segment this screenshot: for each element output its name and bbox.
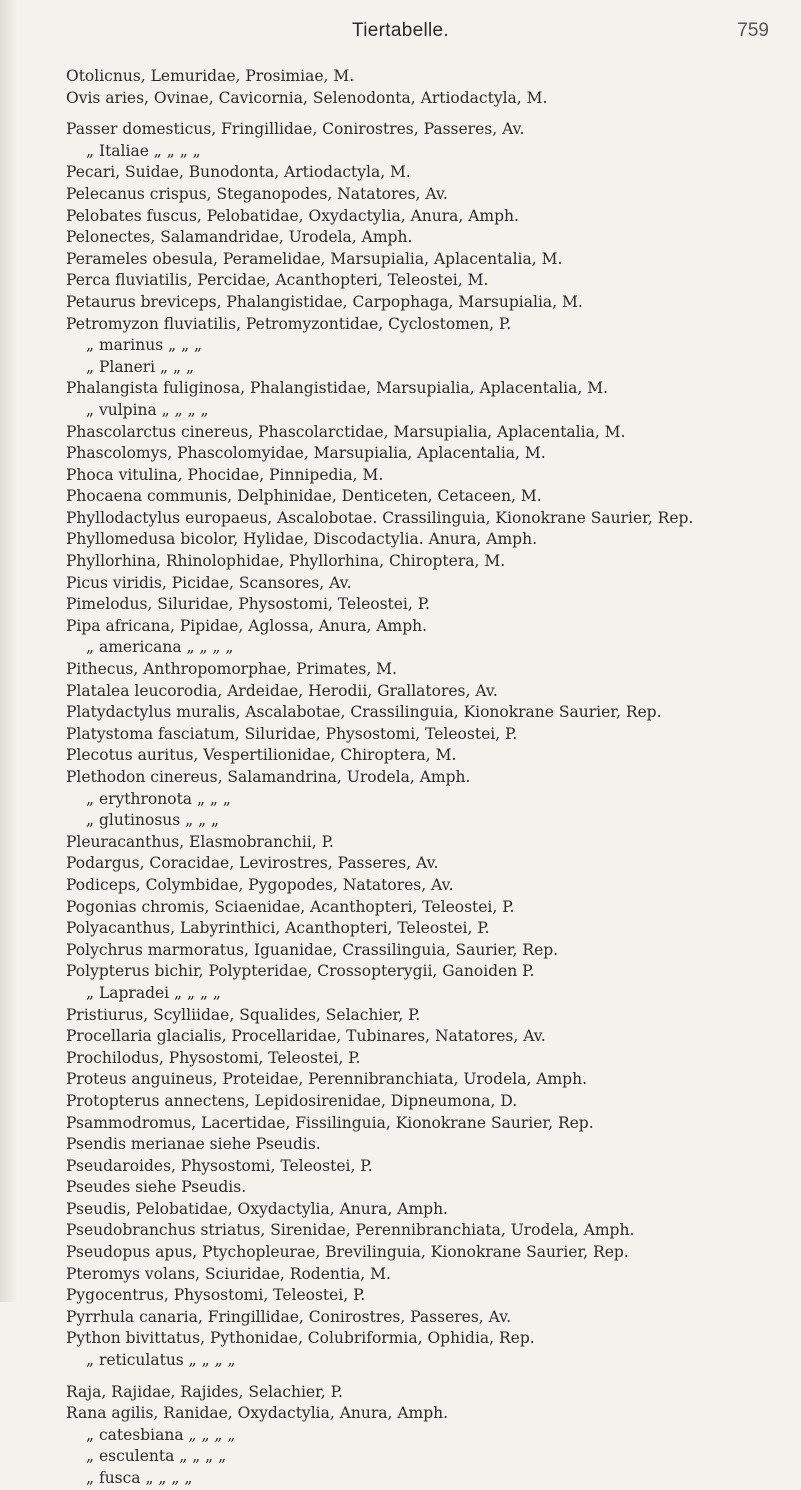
table-entry: Pleuracanthus, Elasmobranchii, P. bbox=[66, 832, 334, 851]
table-entry-continuation: „ Italiae „ „ „ „ bbox=[86, 141, 201, 160]
table-entry: Pecari, Suidae, Bunodonta, Artiodactyla, M. bbox=[66, 163, 411, 182]
table-entry: Podiceps, Colymbidae, Pygopodes, Natatores, Av. bbox=[66, 875, 454, 894]
table-entry-continuation: „ marinus „ „ „ bbox=[86, 336, 203, 355]
table-entry: Otolicnus, Lemuridae, Prosimiae, M. bbox=[66, 67, 355, 85]
table-entry: Pelobates fuscus, Pelobatidae, Oxydactylia, Anura, Amph. bbox=[66, 206, 519, 225]
table-entry: Platystoma fasciatum, Siluridae, Physostomi, Teleostei, P. bbox=[66, 724, 518, 743]
table-entry: Pseudopus apus, Ptychopleurae, Brevilinguia, Kionokrane Saurier, Rep. bbox=[66, 1243, 629, 1262]
table-entry: Podargus, Coracidae, Levirostres, Passeres, Av. bbox=[66, 854, 439, 873]
table-entry: Phalangista fuliginosa, Phalangistidae, Marsupialia, Aplacentalia, M. bbox=[66, 379, 609, 398]
table-entry: Phocaena communis, Delphinidae, Denticeten, Cetaceen, M. bbox=[66, 487, 542, 506]
table-entry: Psammodromus, Lacertidae, Fissilinguia, Kionokrane Saurier, Rep. bbox=[66, 1113, 594, 1132]
table-entry: Phascolomys, Phascolomyidae, Marsupialia, Aplacentalia, M. bbox=[66, 444, 546, 463]
table-entry: Phoca vitulina, Phocidae, Pinnipedia, M. bbox=[66, 465, 384, 484]
table-entry-continuation: „ fusca „ „ „ „ bbox=[86, 1469, 193, 1487]
table-entry-continuation: „ Planeri „ „ „ bbox=[86, 357, 194, 376]
table-entry: Platydactylus muralis, Ascalabotae, Crassilinguia, Kionokrane Saurier, Rep. bbox=[66, 703, 662, 722]
table-entry: Pteromys volans, Sciuridae, Rodentia, M. bbox=[66, 1264, 391, 1283]
table-entry: Plethodon cinereus, Salamandrina, Urodela, Amph. bbox=[66, 768, 471, 786]
table-entry: Pogonias chromis, Sciaenidae, Acanthopteri, Teleostei, P. bbox=[66, 897, 515, 916]
table-entry-continuation: „ americana „ „ „ „ bbox=[86, 638, 234, 657]
table-entry: Phyllorhina, Rhinolophidae, Phyllorhina, Chiroptera, M. bbox=[66, 552, 506, 571]
table-entry: Pseudaroides, Physostomi, Teleostei, P. bbox=[66, 1156, 373, 1175]
page-spine-shadow bbox=[0, 0, 18, 1302]
table-entry-continuation: „ reticulatus „ „ „ „ bbox=[86, 1351, 236, 1370]
table-entry: Psendis merianae siehe Pseudis. bbox=[66, 1135, 321, 1154]
table-entry-continuation: „ glutinosus „ „ „ bbox=[86, 811, 220, 830]
table-entry: Polyacanthus, Labyrinthici, Acanthopteri, Teleostei, P. bbox=[66, 919, 490, 938]
table-entry: Pelecanus crispus, Steganopodes, Natatores, Av. bbox=[66, 184, 448, 203]
page-header bbox=[0, 20, 801, 48]
table-entry: Rana agilis, Ranidae, Oxydactylia, Anura, Amph. bbox=[66, 1404, 449, 1423]
table-entry: Polychrus marmoratus, Iguanidae, Crassilinguia, Saurier, Rep. bbox=[66, 940, 559, 959]
table-entry-continuation: „ catesbiana „ „ „ „ bbox=[86, 1425, 236, 1444]
table-entry: Pseudes siehe Pseudis. bbox=[66, 1178, 247, 1197]
table-entry: Ovis aries, Ovinae, Cavicornia, Selenodonta, Artiodactyla, M. bbox=[66, 88, 548, 107]
table-entry: Phyllomedusa bicolor, Hylidae, Discodactylia. Anura, Amph. bbox=[66, 530, 538, 549]
table-entry: Perca fluviatilis, Percidae, Acanthopteri, Teleostei, M. bbox=[66, 271, 489, 290]
table-entry-continuation: „ esculenta „ „ „ „ bbox=[86, 1447, 227, 1466]
table-entry: Proteus anguineus, Proteidae, Perennibranchiata, Urodela, Amph. bbox=[66, 1070, 588, 1089]
animal-table-list bbox=[66, 66, 786, 1490]
page-title: Tiertabelle. bbox=[352, 20, 449, 41]
table-entry: Protopterus annectens, Lepidosirenidae, Dipneumona, D. bbox=[66, 1091, 518, 1110]
table-entry: Prochilodus, Physostomi, Teleostei, P. bbox=[66, 1048, 361, 1067]
table-entry: Raja, Rajidae, Rajides, Selachier, P. bbox=[66, 1382, 343, 1401]
table-entry: Polypterus bichir, Polypteridae, Crossopterygii, Ganoiden P. bbox=[66, 962, 535, 981]
table-entry: Pseudobranchus striatus, Sirenidae, Perennibranchiata, Urodela, Amph. bbox=[66, 1221, 635, 1240]
table-entry: Petaurus breviceps, Phalangistidae, Carpophaga, Marsupialia, M. bbox=[66, 292, 583, 311]
table-entry: Perameles obesula, Peramelidae, Marsupialia, Aplacentalia, M. bbox=[66, 249, 563, 268]
table-entry: Phyllodactylus europaeus, Ascalobotae. Crassilinguia, Kionokrane Saurier, Rep. bbox=[66, 508, 694, 527]
table-entry: Phascolarctus cinereus, Phascolarctidae, Marsupialia, Aplacentalia, M. bbox=[66, 422, 626, 441]
table-entry-continuation: „ erythronota „ „ „ bbox=[86, 789, 231, 808]
table-entry: Picus viridis, Picidae, Scansores, Av. bbox=[66, 573, 352, 592]
table-entry: Plecotus auritus, Vespertilionidae, Chiroptera, M. bbox=[66, 746, 457, 765]
table-entry: Procellaria glacialis, Procellaridae, Tubinares, Natatores, Av. bbox=[66, 1027, 546, 1046]
table-entry-continuation: „ vulpina „ „ „ „ bbox=[86, 400, 209, 419]
table-entry: Passer domesticus, Fringillidae, Conirostres, Passeres, Av. bbox=[66, 120, 525, 139]
table-entry: Pseudis, Pelobatidae, Oxydactylia, Anura, Amph. bbox=[66, 1199, 448, 1218]
table-entry: Petromyzon fluviatilis, Petromyzontidae, Cyclostomen, P. bbox=[66, 314, 512, 333]
table-entry: Platalea leucorodia, Ardeidae, Herodii, Grallatores, Av. bbox=[66, 681, 498, 700]
table-entry: Pygocentrus, Physostomi, Teleostei, P. bbox=[66, 1286, 366, 1305]
table-entry: Pristiurus, Scylliidae, Squalides, Selachier, P. bbox=[66, 1005, 421, 1024]
table-entry: Pimelodus, Siluridae, Physostomi, Teleostei, P. bbox=[66, 595, 430, 614]
table-entry: Python bivittatus, Pythonidae, Colubriformia, Ophidia, Rep. bbox=[66, 1329, 535, 1348]
table-entry: Pelonectes, Salamandridae, Urodela, Amph. bbox=[66, 228, 413, 247]
page-number: 759 bbox=[737, 20, 769, 41]
table-entry: Pipa africana, Pipidae, Aglossa, Anura, Amph. bbox=[66, 616, 428, 635]
table-entry-continuation: „ Lapradei „ „ „ „ bbox=[86, 983, 221, 1002]
table-entry: Pithecus, Anthropomorphae, Primates, M. bbox=[66, 660, 397, 679]
table-entry: Pyrrhula canaria, Fringillidae, Conirostres, Passeres, Av. bbox=[66, 1307, 512, 1326]
